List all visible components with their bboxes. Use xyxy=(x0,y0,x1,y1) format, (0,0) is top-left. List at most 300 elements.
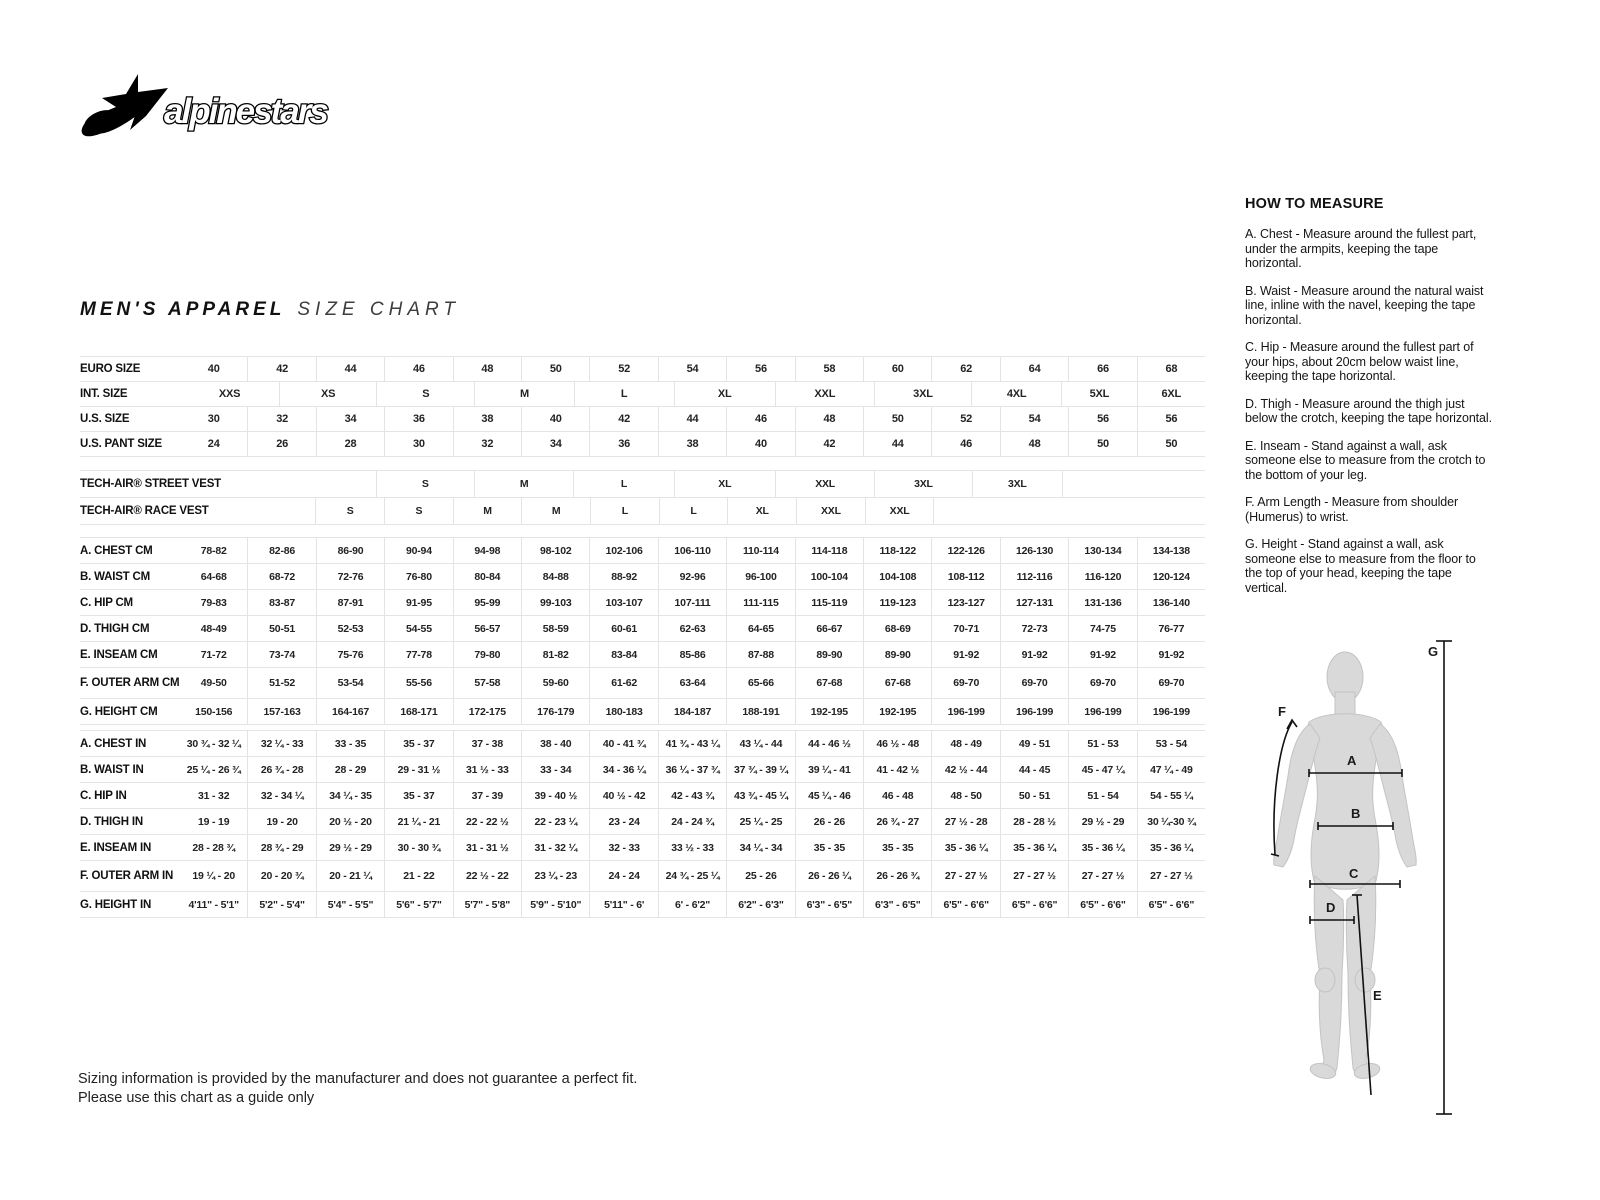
table-cell: 30 xyxy=(384,432,452,456)
logo-wordmark: alpinestars xyxy=(164,92,327,131)
diagram-label-waist: B xyxy=(1351,806,1361,821)
table-cell: 80-84 xyxy=(453,564,521,589)
table-cell: 76-77 xyxy=(1137,616,1205,641)
row-cells xyxy=(180,471,1205,497)
measure-instruction-hip: C. Hip - Measure around the fullest part of your hips, about 20cm below waist line, keeping the tape horizontal. xyxy=(1245,340,1474,383)
table-cell: 27 - 27 ½ xyxy=(1068,861,1136,891)
table-cell: XXL xyxy=(865,498,934,524)
row-cells xyxy=(180,861,1205,891)
measure-instruction-thigh: D. Thigh - Measure around the thigh just below the crotch, keeping the tape horizontal. xyxy=(1245,396,1492,425)
table-cell: 50 xyxy=(1137,432,1205,456)
table-cell: 75-76 xyxy=(316,642,384,667)
row-cells xyxy=(180,731,1205,756)
table-row xyxy=(80,590,1205,616)
table-cell: 26 - 26 ¼ xyxy=(795,861,863,891)
table-cell xyxy=(180,498,248,524)
table-cell: 28 - 28 ½ xyxy=(1000,809,1068,834)
table-row xyxy=(80,892,1205,918)
table-cell: 22 ½ - 22 xyxy=(453,861,521,891)
table-cell: 21 - 22 xyxy=(384,861,452,891)
table-cell: 54 - 55 ¼ xyxy=(1137,783,1205,808)
table-cell: 196-199 xyxy=(1000,699,1068,724)
row-label: C. HIP CM xyxy=(80,596,133,609)
table-cell: 118-122 xyxy=(863,538,931,563)
table-cell: 28 - 28 ¾ xyxy=(192,841,235,854)
row-label: F. OUTER ARM IN xyxy=(80,870,174,882)
table-row xyxy=(80,642,1205,668)
table-cell: XXL xyxy=(775,382,874,406)
table-cell: L xyxy=(659,498,728,524)
table-cell: 38 - 40 xyxy=(521,731,589,756)
table-cell: 54 xyxy=(1000,407,1068,431)
table-row xyxy=(80,382,1205,407)
table-cell: 84-88 xyxy=(521,564,589,589)
row-label: E. INSEAM CM xyxy=(80,648,158,661)
table-cell: 79-80 xyxy=(453,642,521,667)
table-cell: 62-63 xyxy=(658,616,726,641)
table-cell: 43 ¾ - 45 ¼ xyxy=(726,783,794,808)
table-row xyxy=(80,835,1205,861)
table-cell: 79-83 xyxy=(200,596,227,609)
table-cell: M xyxy=(521,498,590,524)
table-cell: 51 - 53 xyxy=(1068,731,1136,756)
table-cell: 5'11" - 6' xyxy=(589,892,657,917)
row-label: B. WAIST IN xyxy=(80,763,144,776)
row-label: C. HIP IN xyxy=(80,789,127,802)
row-cells xyxy=(180,538,1205,563)
table-cell: 47 ¼ - 49 xyxy=(1137,757,1205,782)
diagram-label-height: G xyxy=(1428,644,1439,659)
table-cell: 102-106 xyxy=(589,538,657,563)
table-cell: 20 - 20 ¾ xyxy=(247,861,315,891)
table-cell: 34 - 36 ¼ xyxy=(589,757,657,782)
table-row xyxy=(80,699,1205,725)
table-cell: 50-51 xyxy=(247,616,315,641)
table-cell: 26 ¾ - 27 xyxy=(863,809,931,834)
table-cell: 56-57 xyxy=(453,616,521,641)
table-cell: 40 ½ - 42 xyxy=(589,783,657,808)
table-cell: 35 - 36 ¼ xyxy=(1137,835,1205,860)
table-cell: 48 - 50 xyxy=(931,783,999,808)
table-cell: 46 xyxy=(726,407,794,431)
table-cell: 48 - 49 xyxy=(931,731,999,756)
table-cell: S xyxy=(376,382,474,406)
table-cell: 48 xyxy=(795,407,863,431)
table-cell: 50 xyxy=(521,357,589,381)
table-cell: 87-88 xyxy=(726,642,794,667)
table-row xyxy=(80,407,1205,432)
table-cell: 91-92 xyxy=(1137,642,1205,667)
table-cell: XXL xyxy=(796,498,865,524)
table-cell: 54 xyxy=(658,357,726,381)
table-cell: 27 - 27 ½ xyxy=(931,861,999,891)
table-cell: 107-111 xyxy=(658,590,726,615)
table-cell: 35 - 35 xyxy=(795,835,863,860)
table-cell: 26 ¾ - 28 xyxy=(247,757,315,782)
measure-instruction-height: G. Height - Stand against a wall, ask someone else to measure from the floor to the top of your head, keeping the tape vertical. xyxy=(1245,537,1476,595)
table-cell: 72-73 xyxy=(1000,616,1068,641)
table-cell: 180-183 xyxy=(589,699,657,724)
table-cell: 25 ¼ - 26 ¾ xyxy=(186,763,241,776)
table-cell: XXS xyxy=(218,388,241,400)
table-cell: 111-115 xyxy=(726,590,794,615)
table-cell: 25 ¼ - 25 xyxy=(726,809,794,834)
page-title-main: MEN'S APPAREL xyxy=(80,299,286,320)
alpinestars-logo-icon xyxy=(76,70,356,140)
row-label: G. HEIGHT CM xyxy=(80,705,158,718)
diagram-label-inseam: E xyxy=(1373,988,1382,1003)
table-cell: 44 xyxy=(658,407,726,431)
table-cell: 40 - 41 ¾ xyxy=(589,731,657,756)
table-cell: 6'5" - 6'6" xyxy=(1068,892,1136,917)
table-cell: 30 xyxy=(207,413,220,425)
table-cell: 42 - 43 ¾ xyxy=(658,783,726,808)
table-cell: S xyxy=(315,498,384,524)
table-cell xyxy=(180,471,279,497)
row-cells xyxy=(180,498,1205,524)
table-cell: 22 - 23 ¼ xyxy=(521,809,589,834)
table-cell: 32 - 34 ¼ xyxy=(247,783,315,808)
table-cell: 119-123 xyxy=(863,590,931,615)
table-cell: 34 ¼ - 35 xyxy=(316,783,384,808)
measure-instruction-waist: B. Waist - Measure around the natural waist line, inline with the navel, keeping the tape horizontal. xyxy=(1245,283,1484,327)
table-cell: 130-134 xyxy=(1068,538,1136,563)
table-cell: 131-136 xyxy=(1068,590,1136,615)
table-row xyxy=(80,564,1205,590)
table-cell: 64-68 xyxy=(200,570,227,583)
row-label: TECH-AIR® STREET VEST xyxy=(80,478,222,490)
table-cell: 25 - 26 xyxy=(726,861,794,891)
table-cell: 61-62 xyxy=(589,668,657,698)
table-cell: 68 xyxy=(1137,357,1205,381)
table-cell: 99-103 xyxy=(521,590,589,615)
table-cell: 134-138 xyxy=(1137,538,1205,563)
table-cell xyxy=(1002,498,1070,524)
how-to-measure-title: HOW TO MEASURE xyxy=(1245,196,1384,212)
row-cells xyxy=(180,783,1205,808)
disclaimer-line2: Please use this chart as a guide only xyxy=(78,1090,315,1106)
table-cell: 37 - 39 xyxy=(453,783,521,808)
table-cell: 106-110 xyxy=(658,538,726,563)
row-cells xyxy=(180,809,1205,834)
table-cell: 6XL xyxy=(1137,382,1205,406)
table-cell: 89-90 xyxy=(863,642,931,667)
table-cell: 24 xyxy=(207,438,220,450)
table-cell: 57-58 xyxy=(453,668,521,698)
table-cell: 114-118 xyxy=(795,538,863,563)
table-cell: 69-70 xyxy=(1137,668,1205,698)
row-cells xyxy=(180,357,1205,381)
table-cell: 98-102 xyxy=(521,538,589,563)
table-cell: 91-95 xyxy=(384,590,452,615)
table-row xyxy=(80,668,1205,699)
table-cell: 126-130 xyxy=(1000,538,1068,563)
table-cell: 95-99 xyxy=(453,590,521,615)
table-cell: 30 ¼-30 ¾ xyxy=(1137,809,1205,834)
table-cell: 35 - 37 xyxy=(384,731,452,756)
table-cell: 44 xyxy=(863,432,931,456)
table-cell: 100-104 xyxy=(795,564,863,589)
table-cell xyxy=(933,498,1002,524)
table-cell: 87-91 xyxy=(316,590,384,615)
table-cell: 66-67 xyxy=(795,616,863,641)
table-cell: 108-112 xyxy=(931,564,999,589)
table-cell: 31 - 31 ½ xyxy=(453,835,521,860)
table-cell: 28 - 29 xyxy=(316,757,384,782)
table-cell: 157-163 xyxy=(247,699,315,724)
table-cell: 49 - 51 xyxy=(1000,731,1068,756)
table-cell: 40 xyxy=(521,407,589,431)
table-cell: 86-90 xyxy=(316,538,384,563)
table-cell: 46 - 48 xyxy=(863,783,931,808)
table-cell: 56 xyxy=(1068,407,1136,431)
table-cell: XS xyxy=(279,382,376,406)
row-label: A. CHEST CM xyxy=(80,544,153,557)
body-measurement-diagram xyxy=(1230,618,1570,1123)
table-cell: 38 xyxy=(453,407,521,431)
table-cell: 22 - 22 ½ xyxy=(453,809,521,834)
table-cell: 36 xyxy=(384,407,452,431)
table-cell: 136-140 xyxy=(1137,590,1205,615)
table-cell: 44 - 45 xyxy=(1000,757,1068,782)
row-cells xyxy=(180,699,1205,724)
table-cell: S xyxy=(376,471,474,497)
row-label: INT. SIZE xyxy=(80,388,128,400)
table-cell: 83-84 xyxy=(589,642,657,667)
table-cell: 3XL xyxy=(874,471,971,497)
table-cell: 29 - 31 ½ xyxy=(384,757,452,782)
table-cell: 67-68 xyxy=(795,668,863,698)
table-cell: 60 xyxy=(863,357,931,381)
diagram-label-chest: A xyxy=(1347,753,1357,768)
table-row xyxy=(80,731,1205,757)
table-cell: 34 ¼ - 34 xyxy=(726,835,794,860)
table-cell xyxy=(248,498,316,524)
table-row xyxy=(80,783,1205,809)
table-cell: 35 - 35 xyxy=(863,835,931,860)
table-cell xyxy=(1070,498,1138,524)
table-cell: 89-90 xyxy=(795,642,863,667)
table-cell: 58 xyxy=(795,357,863,381)
row-cells xyxy=(180,616,1205,641)
table-cell: 48-49 xyxy=(200,622,227,635)
table-cell: 33 ½ - 33 xyxy=(658,835,726,860)
table-cell: 71-72 xyxy=(200,648,227,661)
table-cell: 29 ½ - 29 xyxy=(1068,809,1136,834)
table-cell: 39 - 40 ½ xyxy=(521,783,589,808)
table-cell: 77-78 xyxy=(384,642,452,667)
table-cell: 4'11" - 5'1" xyxy=(188,898,239,911)
table-cell: XXL xyxy=(775,471,874,497)
table-cell: 44 - 46 ½ xyxy=(795,731,863,756)
table-cell: 42 xyxy=(589,407,657,431)
table-cell: 50 xyxy=(863,407,931,431)
table-cell: 88-92 xyxy=(589,564,657,589)
row-label: A. CHEST IN xyxy=(80,737,147,750)
table-cell: 32 ¼ - 33 xyxy=(247,731,315,756)
table-cell: 65-66 xyxy=(726,668,794,698)
table-cell: 33 - 34 xyxy=(521,757,589,782)
row-label: TECH-AIR® RACE VEST xyxy=(80,505,209,517)
table-cell: 164-167 xyxy=(316,699,384,724)
table-cell: 67-68 xyxy=(863,668,931,698)
table-cell: 64 xyxy=(1000,357,1068,381)
table-cell: 120-124 xyxy=(1137,564,1205,589)
table-cell: 34 xyxy=(316,407,384,431)
table-cell: 83-87 xyxy=(247,590,315,615)
table-cell: 46 xyxy=(384,357,452,381)
table-cell: 49-50 xyxy=(200,677,227,689)
table-cell: 115-119 xyxy=(795,590,863,615)
row-cells xyxy=(180,407,1205,431)
row-label: EURO SIZE xyxy=(80,363,141,375)
table-cell: 81-82 xyxy=(521,642,589,667)
table-cell: 72-76 xyxy=(316,564,384,589)
table-cell: 31 - 32 ¼ xyxy=(521,835,589,860)
measurements-cm-block xyxy=(80,537,1205,725)
table-cell: 44 xyxy=(316,357,384,381)
table-cell: 23 - 24 xyxy=(589,809,657,834)
table-cell: 50 - 51 xyxy=(1000,783,1068,808)
row-label: B. WAIST CM xyxy=(80,570,150,583)
table-cell: 188-191 xyxy=(726,699,794,724)
table-cell: 192-195 xyxy=(795,699,863,724)
table-cell: 150-156 xyxy=(195,705,233,718)
table-cell: 45 - 47 ¼ xyxy=(1068,757,1136,782)
table-cell: 91-92 xyxy=(931,642,999,667)
row-label: F. OUTER ARM CM xyxy=(80,677,180,689)
table-cell: 6'3" - 6'5" xyxy=(863,892,931,917)
table-cell: XL xyxy=(727,498,796,524)
table-row xyxy=(80,432,1205,457)
table-cell: 35 - 37 xyxy=(384,783,452,808)
table-cell: 27 - 27 ½ xyxy=(1000,861,1068,891)
table-cell: 91-92 xyxy=(1068,642,1136,667)
table-cell: 28 ¾ - 29 xyxy=(247,835,315,860)
row-cells xyxy=(180,382,1205,406)
table-cell: 23 ¼ - 23 xyxy=(521,861,589,891)
table-cell: 26 - 26 xyxy=(795,809,863,834)
tech-air-vest-block xyxy=(80,470,1205,525)
table-cell: L xyxy=(573,471,673,497)
table-cell: 62 xyxy=(931,357,999,381)
diagram-label-thigh: D xyxy=(1326,900,1336,915)
table-cell: 36 ¼ - 37 ¾ xyxy=(658,757,726,782)
row-label: U.S. SIZE xyxy=(80,413,130,425)
size-chart-table xyxy=(80,356,1205,918)
table-cell: 192-195 xyxy=(863,699,931,724)
table-cell: 60-61 xyxy=(589,616,657,641)
table-cell: 94-98 xyxy=(453,538,521,563)
table-cell: 69-70 xyxy=(1000,668,1068,698)
table-cell: 5'6" - 5'7" xyxy=(384,892,452,917)
table-cell: 68-72 xyxy=(247,564,315,589)
table-cell: 42 xyxy=(247,357,315,381)
table-cell: 46 ½ - 48 xyxy=(863,731,931,756)
table-cell: 30 - 30 ¾ xyxy=(384,835,452,860)
table-cell: 51-52 xyxy=(247,668,315,698)
table-cell: 35 - 36 ¼ xyxy=(1068,835,1136,860)
table-cell: 56 xyxy=(726,357,794,381)
table-cell: 112-116 xyxy=(1000,564,1068,589)
table-cell: 127-131 xyxy=(1000,590,1068,615)
table-cell: 19 - 20 xyxy=(247,809,315,834)
measure-instruction-chest: A. Chest - Measure around the fullest part, under the armpits, keeping the tape horizontal. xyxy=(1245,227,1477,270)
table-cell: 5XL xyxy=(1061,382,1136,406)
row-label: D. THIGH IN xyxy=(80,815,143,828)
table-cell xyxy=(1062,471,1137,497)
table-cell: 19 - 19 xyxy=(198,815,230,828)
table-cell: 39 ¼ - 41 xyxy=(795,757,863,782)
table-cell: 6'5" - 6'6" xyxy=(1137,892,1205,917)
table-cell: 33 - 35 xyxy=(316,731,384,756)
table-cell: 48 xyxy=(1000,432,1068,456)
page-title xyxy=(80,299,460,321)
table-row xyxy=(80,809,1205,835)
table-cell: 32 xyxy=(453,432,521,456)
table-cell: 69-70 xyxy=(931,668,999,698)
table-cell: 90-94 xyxy=(384,538,452,563)
diagram-label-hip: C xyxy=(1349,866,1359,881)
table-cell: 35 - 36 ¼ xyxy=(931,835,999,860)
alpinestars-logo xyxy=(76,70,356,145)
measure-instruction-inseam: E. Inseam - Stand against a wall, ask someone else to measure from the crotch to the bottom of your leg. xyxy=(1245,438,1486,482)
table-cell: M xyxy=(453,498,522,524)
how-to-measure-panel xyxy=(1245,196,1493,608)
table-cell: 5'2" - 5'4" xyxy=(247,892,315,917)
table-cell: 6'5" - 6'6" xyxy=(1000,892,1068,917)
table-cell: 53 - 54 xyxy=(1137,731,1205,756)
row-cells xyxy=(180,564,1205,589)
table-cell: 58-59 xyxy=(521,616,589,641)
table-cell: 36 xyxy=(589,432,657,456)
table-cell: 20 ½ - 20 xyxy=(316,809,384,834)
row-label: E. INSEAM IN xyxy=(80,841,152,854)
table-cell xyxy=(1137,471,1205,497)
disclaimer-line1: Sizing information is provided by the manufacturer and does not guarantee a perfect fit. xyxy=(78,1071,638,1087)
row-label: D. THIGH CM xyxy=(80,622,150,635)
table-cell: 70-71 xyxy=(931,616,999,641)
table-cell: 19 ¼ - 20 xyxy=(192,870,235,882)
table-cell: 24 - 24 ¾ xyxy=(658,809,726,834)
diagram-label-arm: F xyxy=(1278,704,1286,719)
measure-instruction-arm: F. Arm Length - Measure from shoulder (Humerus) to wrist. xyxy=(1245,495,1459,524)
table-cell: 42 ½ - 44 xyxy=(931,757,999,782)
row-cells xyxy=(180,892,1205,917)
table-row xyxy=(80,538,1205,564)
table-cell: 85-86 xyxy=(658,642,726,667)
table-cell: 56 xyxy=(1137,407,1205,431)
table-cell: XL xyxy=(674,471,775,497)
size-header-block xyxy=(80,356,1205,457)
table-cell: 52 xyxy=(931,407,999,431)
table-cell: 6' - 6'2" xyxy=(658,892,726,917)
table-cell: 24 ¾ - 25 ¼ xyxy=(658,861,726,891)
table-cell: 76-80 xyxy=(384,564,452,589)
table-cell: 69-70 xyxy=(1068,668,1136,698)
table-cell: M xyxy=(474,471,573,497)
table-cell: 26 xyxy=(247,432,315,456)
table-cell: 42 xyxy=(795,432,863,456)
table-cell: 38 xyxy=(658,432,726,456)
table-cell: 40 xyxy=(207,363,220,375)
measurements-in-block xyxy=(80,730,1205,918)
table-row xyxy=(80,498,1205,525)
table-cell: 196-199 xyxy=(1137,699,1205,724)
table-cell: 3XL xyxy=(874,382,971,406)
table-cell: 41 ¾ - 43 ¼ xyxy=(658,731,726,756)
row-cells xyxy=(180,590,1205,615)
